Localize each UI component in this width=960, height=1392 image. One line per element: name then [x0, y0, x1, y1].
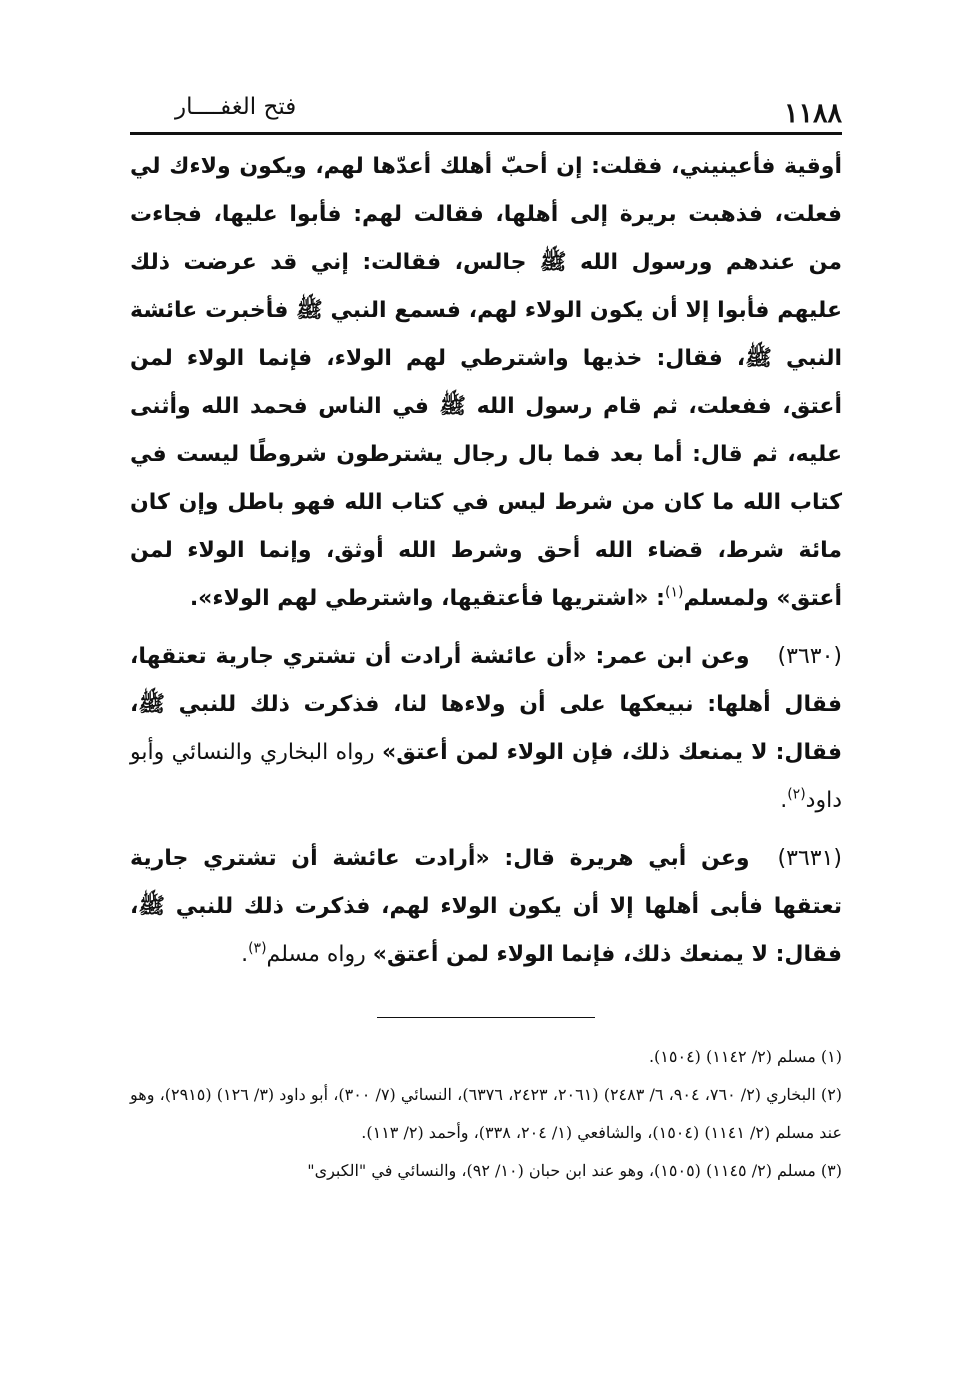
source-text: .: [241, 942, 249, 967]
footnote-divider: [377, 1017, 595, 1018]
footnote-item: (٣) مسلم (٢/ ١١٤٥) (١٥٠٥)، وهو عند ابن حبان (١٠/ ٩٢)، والنسائي في "الكبرى": [307, 1161, 842, 1180]
book-page: [130, 88, 842, 1378]
main-text: [130, 143, 842, 979]
hadith-paragraph: [130, 835, 842, 979]
paragraph-continuation: [130, 143, 842, 623]
source-text: رواه البخاري والنسائي وأبو داود: [130, 740, 842, 813]
hadith-paragraph: [130, 633, 842, 825]
page-number: ١١٨٨: [783, 98, 842, 129]
footnote-ref: (١): [664, 584, 684, 601]
paragraph-text: أوقية فأعينيني، فقلت: إن أحبّ أهلك أعدّها لهم، ويكون ولاءك لي فعلت، فذهبت بريرة إلى أهلها، فقالت لهم: فأبوا عليها، فجاءت من عندهم ورسول الله ﷺ جالس، فقالت: إني قد عرضت ذلك عليهم فأبوا إلا أن يكون الولاء لهم، فسمع النبي ﷺ فأخبرت عائشة النبي ﷺ، فقال: خذيها واشترطي لهم الولاء، فإنما الولاء لمن أعتق، ففعلت، ثم قام رسول الله ﷺ في الناس فحمد الله وأثنى عليه، ثم قال: أما بعد فما بال رجال يشترطون شروطًا ليست في كتاب الله ما كان من شرط ليس في كتاب الله فهو باطل وإن كان مائة شرط، قضاء الله أحق وشرط الله أوثق، وإنما الولاء لمن أعتق» ولمسلم: [130, 154, 842, 611]
footnote-item: (٢) البخاري (٢/ ٧٦٠، ٩٠٤، ٦/ ٢٤٨٣) (٢٠٦١، ٢٤٢٣، ٦٣٧٦)، النسائي (٧/ ٣٠٠)، أبو داود (٣/ ١٢٦) (٢٩١٥)، وهو عند مسلم (٢/ ١١٤١) (١٥٠٤)، والشافعي (١/ ٢٠٤، ٣٣٨)، وأحمد (٢/ ١١٣).: [130, 1085, 843, 1142]
source-text: .: [780, 788, 788, 813]
book-title: فتح الغفــــار: [175, 94, 297, 120]
paragraph-text: وعن أبي هريرة قال: «أرادت عائشة أن تشتري جارية تعتقها فأبى أهلها إلا أن يكون الولاء لهم، فذكرت ذلك للنبي ﷺ، فقال: لا يمنعك ذلك، فإنما الولاء لمن أعتق»: [130, 846, 842, 967]
footnote-item: (١) مسلم (٢/ ١١٤٢) (١٥٠٤).: [648, 1047, 842, 1066]
footnote-ref: (٢): [787, 786, 806, 803]
paragraph-text: : «اشتريها فأعتقيها، واشترطي لهم الولاء».: [189, 586, 665, 611]
page-header: [130, 88, 842, 135]
hadith-number: (٣٦٣٠): [777, 644, 842, 669]
hadith-number: (٣٦٣١): [777, 846, 842, 871]
footnotes: [130, 1038, 842, 1190]
source-text: رواه مسلم: [266, 942, 373, 967]
footnote-ref: (٣): [248, 940, 267, 957]
paragraph-text: وعن ابن عمر: «أن عائشة أرادت أن تشتري جارية تعتقها، فقال أهلها: نبيعكها على أن ولاءها لنا، فذكرت ذلك للنبي ﷺ، فقال: لا يمنعك ذلك، فإن الولاء لمن أعتق»: [130, 644, 842, 765]
